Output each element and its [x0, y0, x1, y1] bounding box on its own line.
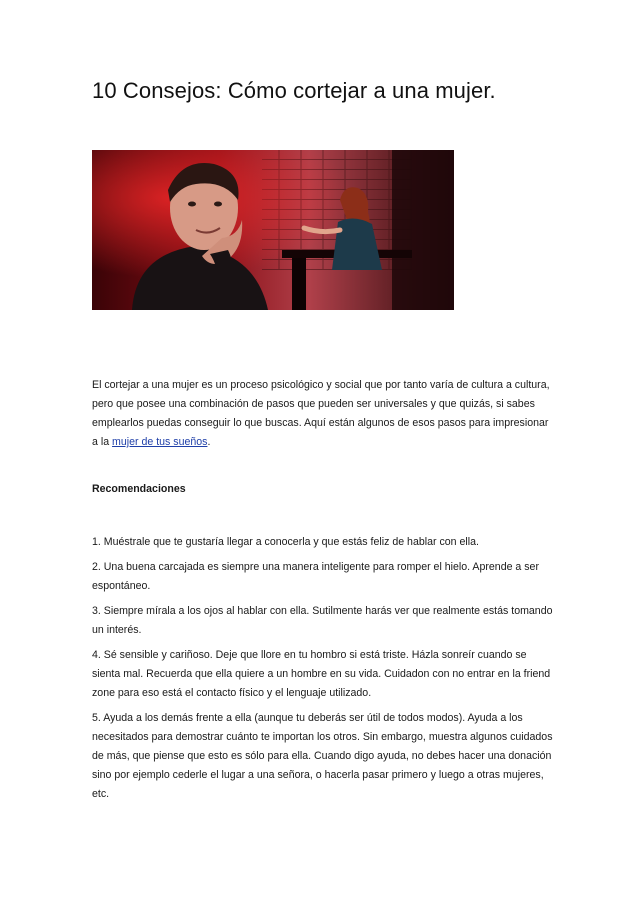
- tip-item-3: 3. Siempre mírala a los ojos al hablar con ella. Sutilmente harás ver que realmente estás tomando un interés.: [92, 605, 553, 636]
- dream-woman-link[interactable]: mujer de tus sueños: [112, 436, 208, 448]
- tips-list: [92, 533, 554, 810]
- tip-item-1: 1. Muéstrale que te gustaría llegar a conocerla y que estás feliz de hablar con ella.: [92, 536, 479, 548]
- tip-item-4: 4. Sé sensible y cariñoso. Deje que llore en tu hombro si está triste. Házla sonreír cuando se sienta mal. Recuerda que ella quiere a un hombre en su vida. Cuidadon con no entrar en la friend zone para eso está el contacto físico y el lenguaje utilizado.: [92, 649, 551, 699]
- intro-text: El cortejar a una mujer es un proceso psicológico y social que por tanto varía de cultura a cultura, pero que posee una combinación de pasos que pueden ser universales y que quizás, si sabes emplearlos puedas conseguir lo que buscas. Aquí están algunos de esos pasos para impresionar a la: [92, 379, 550, 448]
- hero-image: [92, 150, 454, 310]
- intro-text-end: .: [207, 436, 211, 448]
- tip-item-5: 5. Ayuda a los demás frente a ella (aunque tu deberás ser útil de todos modos). Ayuda a los necesitados para demostrar cuánto te importan los otros. Sin embargo, muestra algunos cuidados de más, que piense que esto es sólo para ella. Cuando digo ayuda, no debes hacer una donación sino por ejemplo cederle el lugar a una señora, o hacerla pasar primero y luego a otras mujeres, etc.: [92, 712, 553, 800]
- page-title: 10 Consejos: Cómo cortejar a una mujer.: [92, 78, 496, 103]
- tip-item-2: 2. Una buena carcajada es siempre una manera inteligente para romper el hielo. Aprende a ser espontáneo.: [92, 561, 539, 592]
- section-heading: Recomendaciones: [92, 483, 186, 495]
- intro-paragraph: [92, 376, 554, 452]
